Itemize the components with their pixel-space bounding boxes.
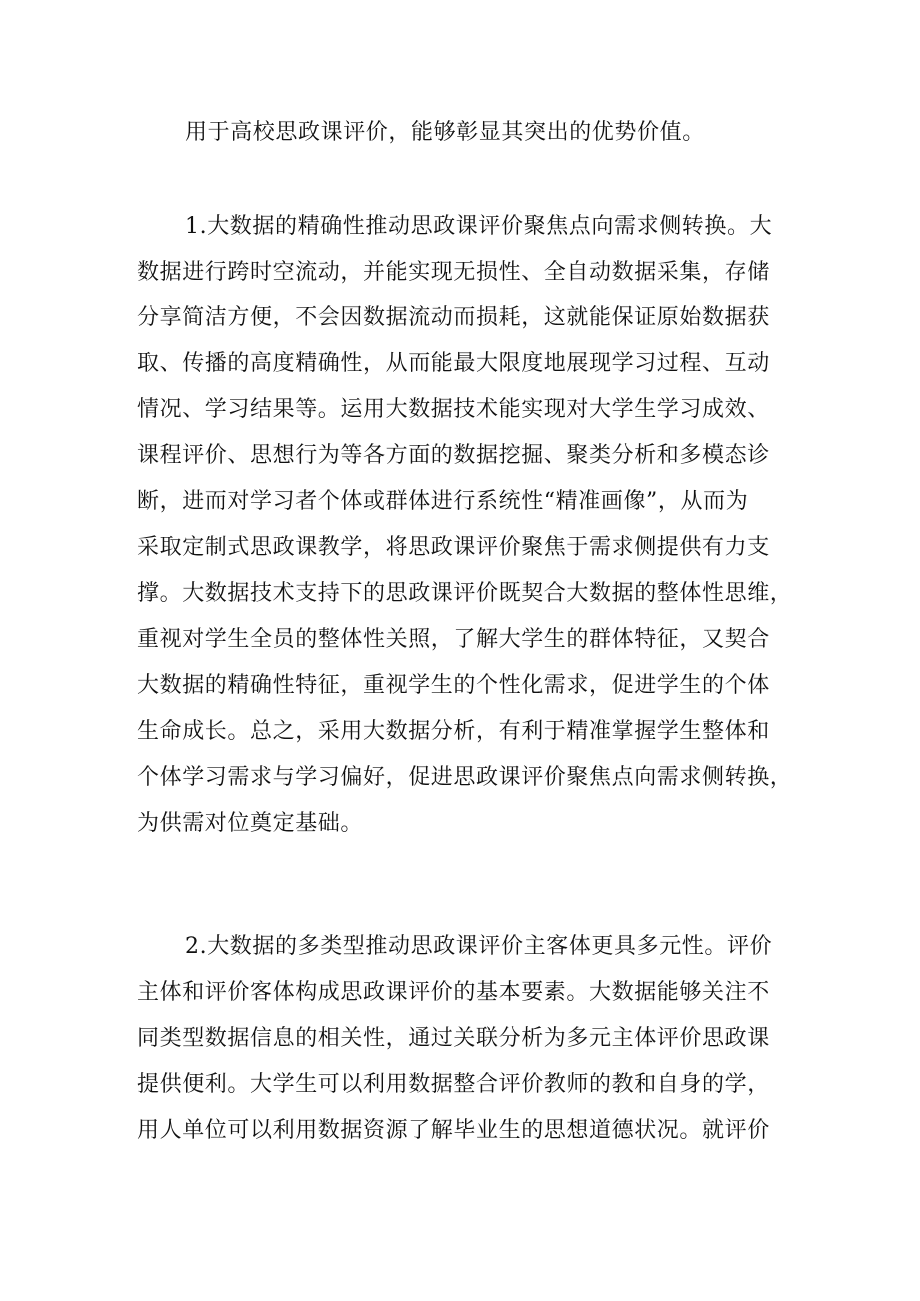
paragraph-2-line: 2.大数据的多类型推动思政课评价主客体更具多元性。评价 bbox=[185, 934, 773, 959]
paragraph-1-line: 生命成长。总之，采用大数据分析，有利于精准掌握学生整体和 bbox=[137, 719, 770, 744]
paragraph-1-line: 断，进而对学习者个体或群体进行系统性“精准画像”，从而为 bbox=[137, 489, 749, 514]
intro-line: 用于高校思政课评价，能够彰显其突出的优势价值。 bbox=[185, 120, 705, 145]
paragraph-2-line: 同类型数据信息的相关性，通过关联分析为多元主体评价思政课 bbox=[137, 1026, 770, 1051]
paragraph-1-line: 情况、学习结果等。运用大数据技术能实现对大学生学习成效、 bbox=[137, 397, 770, 422]
paragraph-1-line: 采取定制式思政课教学，将思政课评价聚焦于需求侧提供有力支 bbox=[137, 535, 770, 560]
paragraph-1-line: 撑。大数据技术支持下的思政课评价既契合大数据的整体性思维， bbox=[137, 581, 793, 606]
paragraph-2-line: 用人单位可以利用数据资源了解毕业生的思想道德状况。就评价 bbox=[137, 1118, 770, 1143]
paragraph-2-line: 提供便利。大学生可以利用数据整合评价教师的教和自身的学， bbox=[137, 1072, 770, 1097]
paragraph-1-line: 取、传播的高度精确性，从而能最大限度地展现学习过程、互动 bbox=[137, 351, 770, 376]
paragraph-1-line: 大数据的精确性特征，重视学生的个性化需求，促进学生的个体 bbox=[137, 673, 770, 698]
paragraph-1-line: 为供需对位奠定基础。 bbox=[137, 811, 364, 836]
paragraph-1-line: 重视对学生全员的整体性关照，了解大学生的群体特征，又契合 bbox=[137, 627, 770, 652]
paragraph-1-line: 个体学习需求与学习偏好，促进思政课评价聚焦点向需求侧转换， bbox=[137, 765, 793, 790]
paragraph-1-line: 1.大数据的精确性推动思政课评价聚焦点向需求侧转换。大 bbox=[185, 214, 773, 239]
paragraph-1-line: 数据进行跨时空流动，并能实现无损性、全自动数据采集，存储 bbox=[137, 260, 770, 285]
paragraph-1-line: 分享简洁方便，不会因数据流动而损耗，这就能保证原始数据获 bbox=[137, 305, 770, 330]
paragraph-1-line: 课程评价、思想行为等各方面的数据挖掘、聚类分析和多模态诊 bbox=[137, 443, 770, 468]
paragraph-2-line: 主体和评价客体构成思政课评价的基本要素。大数据能够关注不 bbox=[137, 980, 770, 1005]
